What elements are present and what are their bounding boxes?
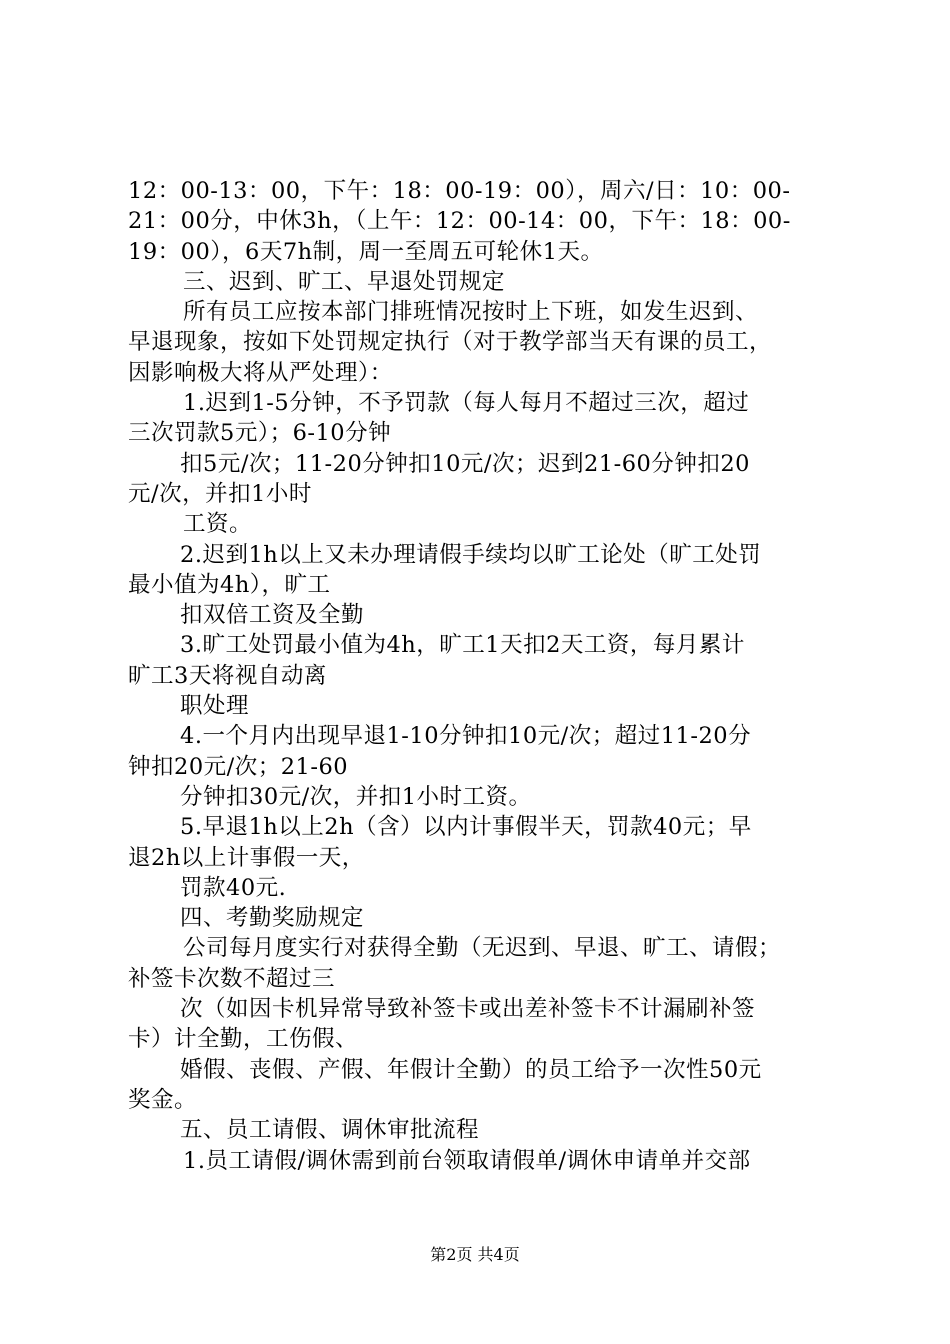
paragraph-line: 卡）计全勤，工伤假、	[128, 1026, 359, 1053]
paragraph-line: 罚款40元.	[180, 874, 287, 901]
paragraph-line: 2.迟到1h以上又未办理请假手续均以旷工论处（旷工处罚	[180, 541, 762, 568]
paragraph-line: 所有员工应按本部门排班情况按时上下班，如发生迟到、	[183, 299, 759, 326]
document-body	[128, 176, 834, 1176]
paragraph-line: 最小值为4h），旷工	[128, 571, 331, 598]
paragraph-line: 19：00），6天7h制，周一至周五可轮休1天。	[128, 238, 604, 265]
paragraph-line: 4.一个月内出现早退1-10分钟扣10元/次；超过11-20分	[180, 723, 752, 750]
paragraph-line: 奖金。	[128, 1086, 198, 1113]
paragraph-line: 1.迟到1-5分钟，不予罚款（每人每月不超过三次，超过	[183, 390, 750, 417]
paragraph-line: 补签卡次数不超过三	[128, 965, 336, 992]
paragraph-line: 5.早退1h以上2h（含）以内计事假半天，罚款40元；早	[180, 814, 752, 841]
paragraph-line: 退2h以上计事假一天，	[128, 844, 365, 871]
page-footer	[0, 1244, 950, 1266]
paragraph-line: 早退现象，按如下处罚规定执行（对于教学部当天有课的员工，	[128, 329, 773, 356]
paragraph-line: 五、员工请假、调休审批流程	[180, 1117, 480, 1144]
paragraph-line: 扣双倍工资及全勤	[180, 602, 365, 629]
page-total: 共4页	[477, 1245, 520, 1264]
paragraph-line: 扣5元/次；11-20分钟扣10元/次；迟到21-60分钟扣20	[180, 450, 750, 477]
paragraph-line: 12：00-13：00，下午：18：00-19：00），周六/日：10：00-	[128, 178, 791, 204]
paragraph-line: 公司每月度实行对获得全勤（无迟到、早退、旷工、请假；	[183, 935, 782, 962]
paragraph-line: 三次罚款5元）；6-10分钟	[128, 420, 392, 447]
paragraph-line: 次（如因卡机异常导致补签卡或出差补签卡不计漏刷补签	[180, 996, 756, 1023]
paragraph-line: 四、考勤奖励规定	[180, 905, 365, 932]
paragraph-line: 21：00分，中休3h，（上午：12：00-14：00，下午：18：00-	[128, 208, 791, 235]
paragraph-line: 三、迟到、旷工、早退处罚规定	[183, 268, 506, 295]
paragraph-line: 分钟扣30元/次，并扣1小时工资。	[180, 783, 532, 810]
paragraph-line: 3.旷工处罚最小值为4h，旷工1天扣2天工资，每月累计	[180, 632, 745, 659]
paragraph-line: 1.员工请假/调休需到前台领取请假单/调休申请单并交部	[183, 1147, 751, 1174]
paragraph-line: 婚假、丧假、产假、年假计全勤）的员工给予一次性50元	[180, 1056, 762, 1083]
paragraph-line: 旷工3天将视自动离	[128, 662, 327, 689]
paragraph-line: 因影响极大将从严处理）：	[128, 359, 393, 386]
paragraph-line: 钟扣20元/次；21-60	[128, 753, 349, 780]
page-number: 第2页	[430, 1245, 473, 1264]
paragraph-line: 职处理	[180, 693, 250, 720]
paragraph-line: 元/次，并扣1小时	[128, 480, 312, 507]
paragraph-line: 工资。	[183, 511, 253, 538]
